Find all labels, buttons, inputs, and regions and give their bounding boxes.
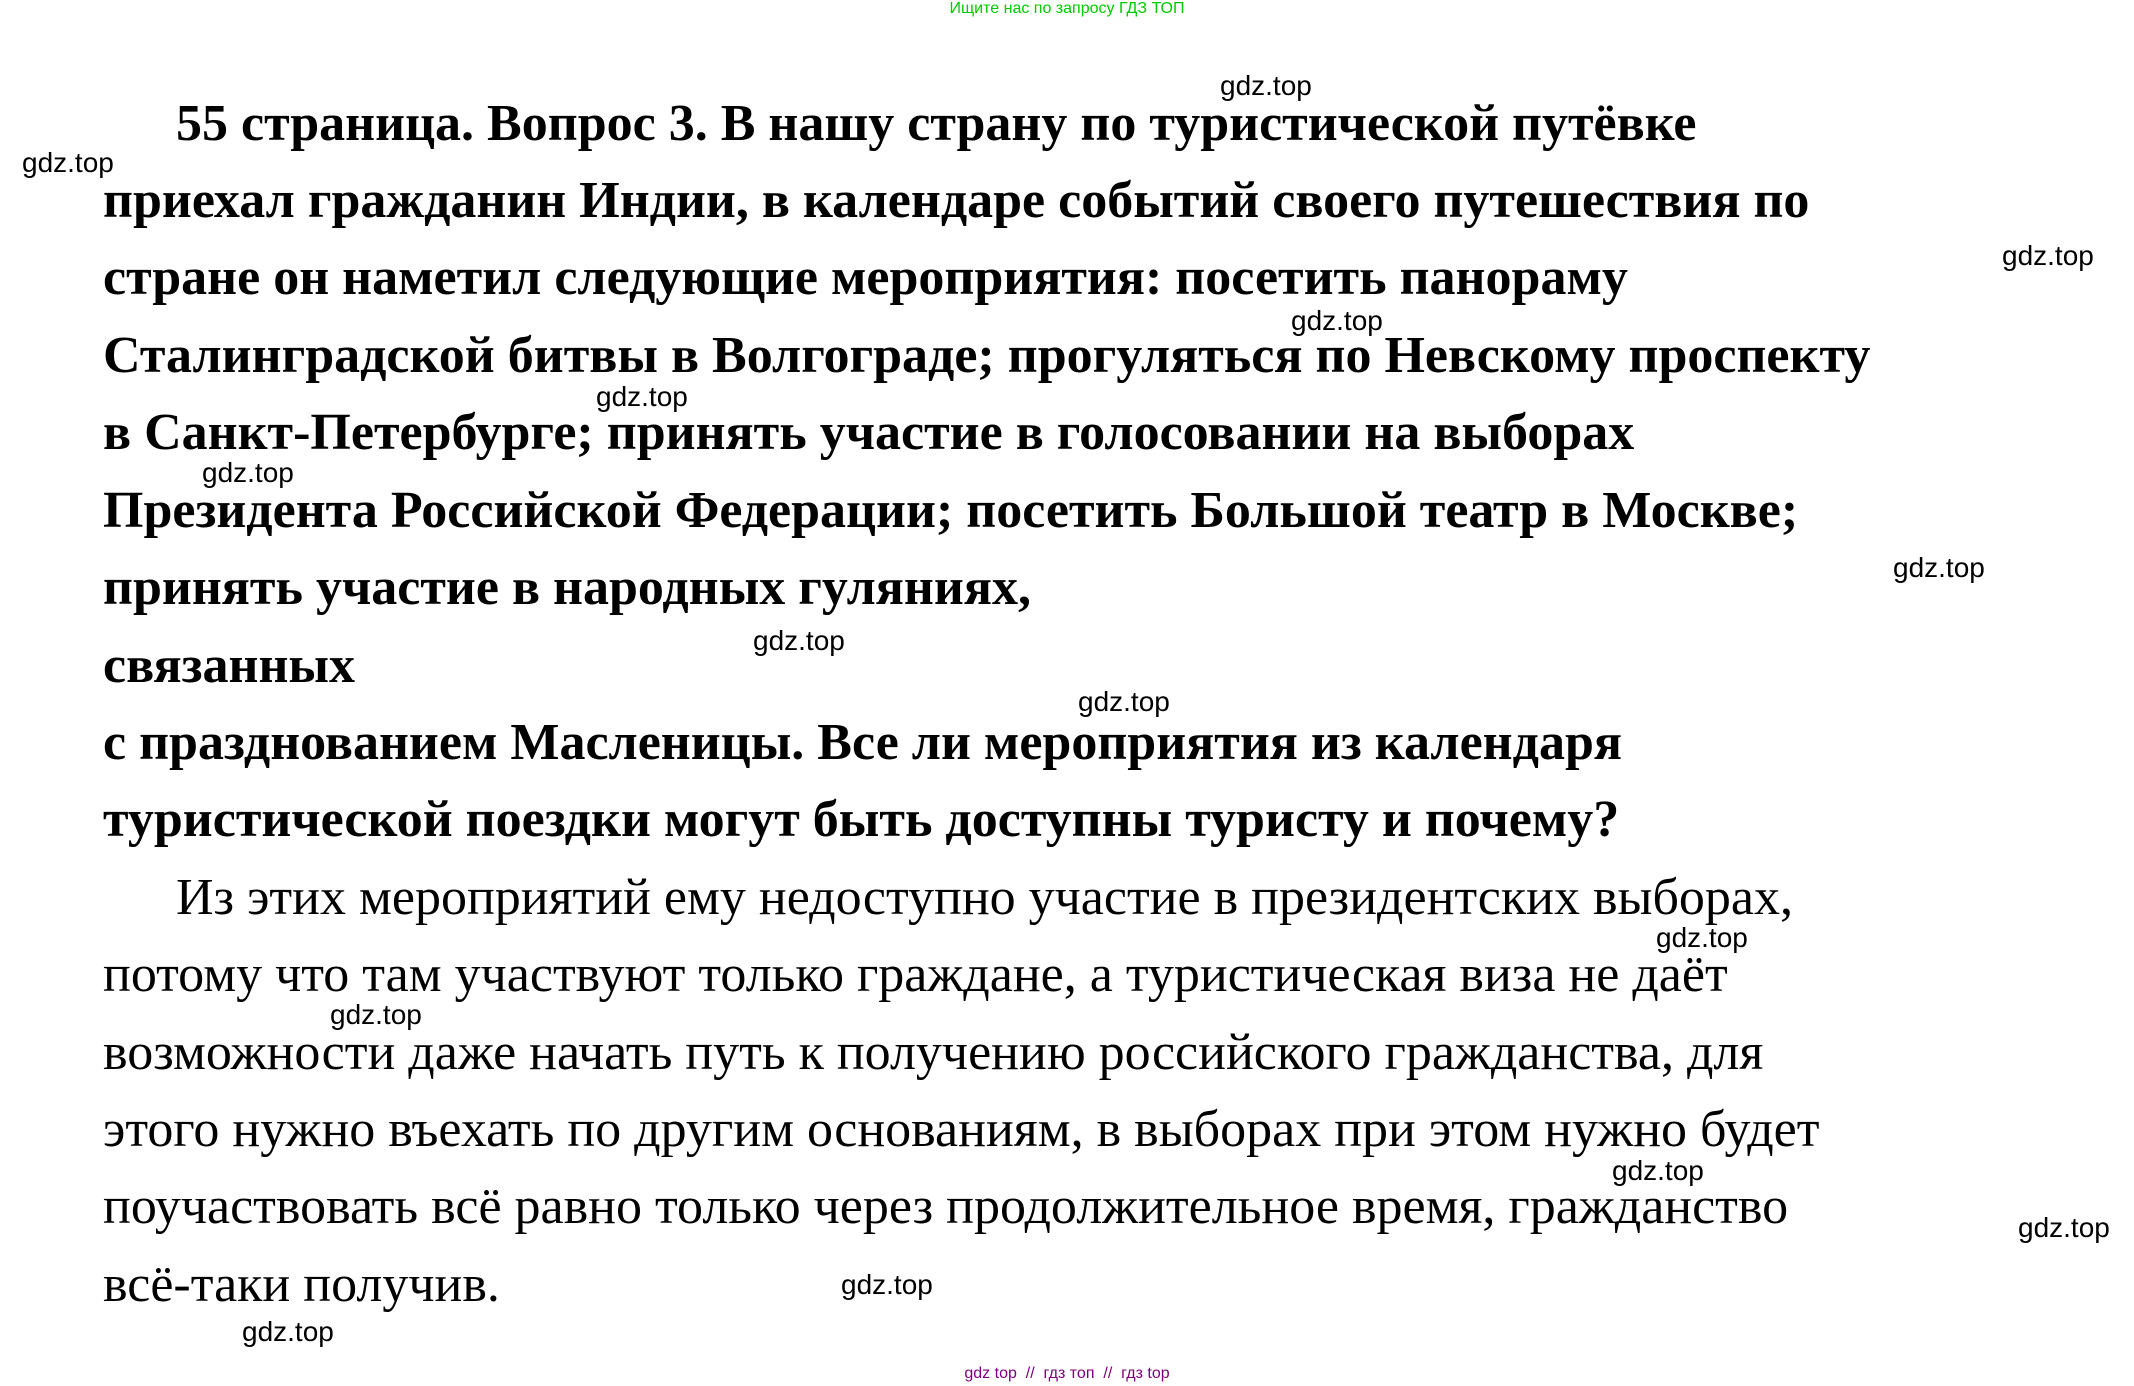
header-note: Ищите нас по запросу ГДЗ ТОП (949, 0, 1185, 17)
footer-note: gdz top // гдз топ // гдз top (964, 1365, 1170, 1382)
question-line-8: связанных (103, 637, 356, 694)
watermark: gdz.top (596, 381, 688, 412)
question-line-1: 55 страница. Вопрос 3. В нашу страну по туристической путёвке (176, 95, 1697, 152)
answer-line-4: этого нужно въехать по другим основаниям, в выборах при этом нужно будет (103, 1101, 1820, 1158)
watermark: gdz.top (1291, 305, 1383, 336)
watermark: gdz.top (2002, 240, 2094, 271)
watermark: gdz.top (841, 1269, 933, 1300)
question-line-4: Сталинградской битвы в Волгограде; прогуляться по Невскому проспекту (103, 327, 1871, 384)
answer-line-3: возможности даже начать путь к получению российского гражданства, для (103, 1024, 1764, 1081)
question-line-2: приехал гражданин Индии, в календаре событий своего путешествия по (103, 172, 1810, 229)
answer-line-1: Из этих мероприятий ему недоступно участие в президентских выборах, (176, 869, 1793, 926)
watermark: gdz.top (1220, 70, 1312, 101)
watermark: gdz.top (1893, 552, 1985, 583)
answer-line-5: поучаствовать всё равно только через продолжительное время, гражданство (103, 1178, 1789, 1235)
question-line-7: принять участие в народных гуляниях, (103, 559, 1031, 616)
question-line-10: туристической поездки могут быть доступны туристу и почему? (103, 791, 1620, 848)
watermark: gdz.top (753, 625, 845, 656)
answer-line-2: потому что там участвуют только граждане, а туристическая виза не даёт (103, 946, 1728, 1003)
question-line-5: в Санкт-Петербурге; принять участие в голосовании на выборах (103, 404, 1635, 461)
watermark: gdz.top (1078, 686, 1170, 717)
answer-line-6: всё-таки получив. (103, 1256, 500, 1313)
watermark: gdz.top (242, 1316, 334, 1347)
watermark: gdz.top (202, 457, 294, 488)
watermark: gdz.top (1612, 1155, 1704, 1186)
question-line-6: Президента Российской Федерации; посетить Большой театр в Москве; (103, 482, 1799, 539)
watermark: gdz.top (22, 147, 114, 178)
watermark: gdz.top (330, 999, 422, 1030)
watermark: gdz.top (1656, 922, 1748, 953)
question-line-3: стране он наметил следующие мероприятия: посетить панораму (103, 249, 1628, 306)
watermark: gdz.top (2018, 1212, 2110, 1243)
question-line-9: с празднованием Масленицы. Все ли мероприятия из календаря (103, 714, 1622, 771)
